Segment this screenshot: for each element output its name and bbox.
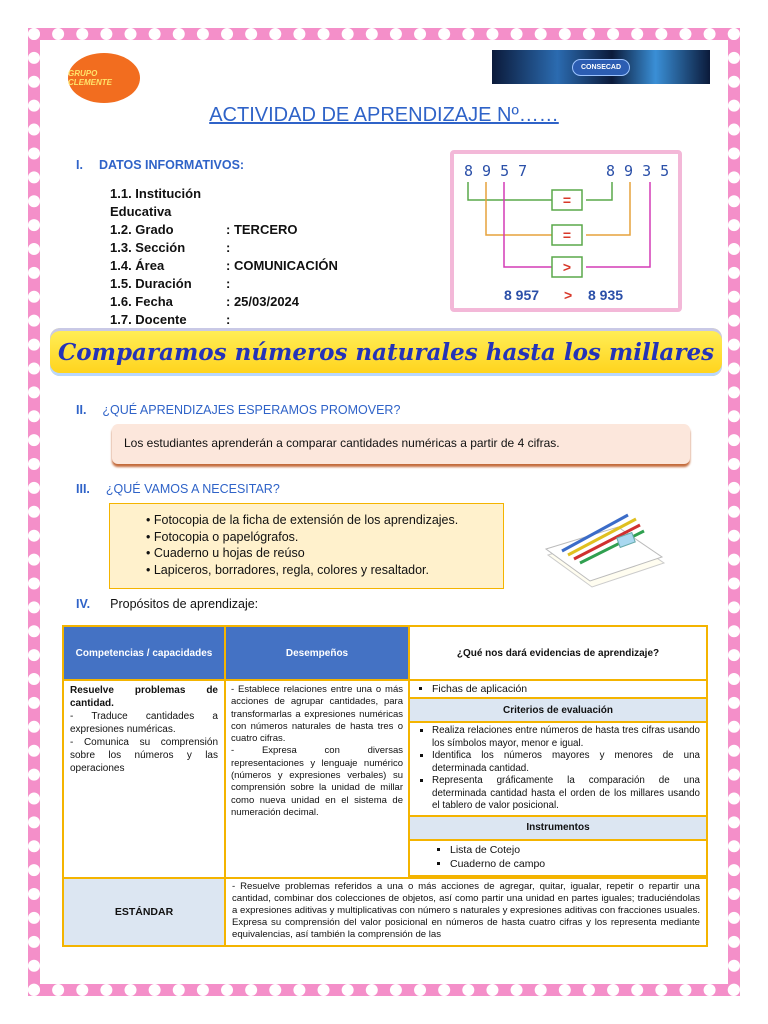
competencia-title: Resuelve problemas de cantidad. xyxy=(70,685,218,709)
lesson-title: Comparamos números naturales hasta los millares xyxy=(57,338,715,366)
capacidad-item: - Comunica su comprensión sobre los números y las operaciones xyxy=(70,737,219,774)
materials-list xyxy=(109,503,504,589)
section-1-title: DATOS INFORMATIVOS: xyxy=(98,158,245,172)
criterio-item: ▪ Representa gráficamente la comparación de una determinada cantidad hasta el orden de los millares usando el tablero de valor posicional. xyxy=(432,775,700,813)
header-evidencias: ¿Qué nos dará evidencias de aprendizaje? xyxy=(409,626,707,680)
capacidad-item: - Traduce cantidades a expresiones numéricas. xyxy=(70,711,218,735)
info-value: : COMUNICACIÓN xyxy=(226,258,338,273)
info-value: : xyxy=(226,276,231,291)
section-1-heading xyxy=(76,158,244,172)
desempeno-item: - Expresa con diversas representaciones y lenguaje numérico (números y expresiones verbales) su comprensión sobre la unidad de millar como nueva unidad en el sistema de numeración decimal. xyxy=(231,745,403,818)
grupo-clemente-logo xyxy=(68,53,140,103)
criterios-cell xyxy=(409,722,707,816)
lesson-title-banner xyxy=(50,328,722,376)
info-value: : TERCERO xyxy=(226,222,298,237)
materials-item: • Cuaderno u hojas de reúso xyxy=(146,545,503,562)
materials-item: • Lapiceros, borradores, regla, colores y resaltador. xyxy=(146,562,503,579)
info-key: 1.1. Institución Educativa xyxy=(110,186,202,219)
instrumentos-heading: Instrumentos xyxy=(409,816,707,840)
info-key: 1.5. Duración xyxy=(110,276,192,291)
evidencia-item: ▪ Fichas de aplicación xyxy=(432,683,700,695)
result-left: 8 957 xyxy=(504,287,540,303)
info-list xyxy=(110,185,338,329)
comparison-diagram xyxy=(450,150,682,312)
comparison-diagram-svg xyxy=(454,154,678,308)
instrumento-item: ▪ Lista de Cotejo xyxy=(450,843,700,857)
learning-goal-box xyxy=(112,424,690,464)
desempenos-cell xyxy=(225,680,409,878)
info-key: 1.7. Docente xyxy=(110,312,187,327)
section-3-title: ¿QUÉ VAMOS A NECESITAR? xyxy=(105,482,280,496)
section-2-heading xyxy=(76,403,400,417)
header-desempenos: Desempeños xyxy=(225,626,409,680)
estandar-label: ESTÁNDAR xyxy=(63,878,225,946)
instrumento-item: ▪ Cuaderno de campo xyxy=(450,857,700,871)
competencias-cell xyxy=(63,680,225,878)
criterios-heading: Criterios de evaluación xyxy=(409,698,707,722)
purposes-table xyxy=(62,625,708,947)
info-key: 1.6. Fecha xyxy=(110,294,173,309)
header-competencias: Competencias / capacidades xyxy=(63,626,225,680)
section-4-number: IV. xyxy=(76,597,91,611)
info-value: : 25/03/2024 xyxy=(226,294,300,309)
result-symbol: > xyxy=(564,287,573,303)
info-row xyxy=(110,275,338,293)
section-1-number: I. xyxy=(76,158,83,172)
criterio-item: ▪ Identifica los números mayores y menores de una determinada cantidad. xyxy=(432,750,700,775)
learning-goal-text: Los estudiantes aprenderán a comparar cantidades numéricas a partir de 4 cifras. xyxy=(124,436,560,450)
info-value: : xyxy=(226,312,231,327)
estandar-cell xyxy=(225,878,707,946)
section-4-heading xyxy=(76,597,258,611)
diagram-left-number: 8 9 5 7 xyxy=(464,162,528,180)
logo-right-text: CONSECAD xyxy=(572,59,630,76)
info-value: : xyxy=(226,240,231,255)
section-3-heading xyxy=(76,482,280,496)
section-4-title: Propósitos de aprendizaje: xyxy=(110,597,259,611)
evidencia-cell xyxy=(409,680,707,698)
materials-item: • Fotocopia de la ficha de extensión de los aprendizajes. xyxy=(146,512,503,529)
info-key: 1.2. Grado xyxy=(110,222,174,237)
section-2-title: ¿QUÉ APRENDIZAJES ESPERAMOS PROMOVER? xyxy=(102,403,401,417)
result-right: 8 935 xyxy=(588,287,624,303)
info-key: 1.4. Área xyxy=(110,258,165,273)
info-row xyxy=(110,257,338,275)
page-title: ACTIVIDAD DE APRENDIZAJE Nº…… xyxy=(209,104,559,126)
info-row xyxy=(110,293,338,311)
symbol-1: = xyxy=(562,192,572,208)
instrumentos-cell xyxy=(409,840,707,876)
diagram-right-number: 8 9 3 5 xyxy=(606,162,670,180)
logo-left-text: GRUPO CLEMENTE xyxy=(68,69,112,87)
info-row xyxy=(110,185,338,221)
info-row xyxy=(110,239,338,257)
symbol-3: > xyxy=(562,259,572,275)
materials-item: • Fotocopia o papelógrafos. xyxy=(146,529,503,546)
criterio-item: ▪ Realiza relaciones entre números de hasta tres cifras usando los símbolos mayor, menor e igual. xyxy=(432,725,700,750)
info-row xyxy=(110,221,338,239)
estandar-text: - Resuelve problemas referidos a una o más acciones de agregar, quitar, igualar, repetir o repartir una cantidad, combinar dos colecciones de objetos, así como partir una unidad en partes iguales; traduciéndolas a expresiones aditivas y multiplicativas con número s naturales y expresiones aditivas con fracciones usuales. Expresa su comprensión del valor posicional en números de hasta cuatro cifras y los representa mediante equivalencias, así también la comprensión de las xyxy=(232,880,700,941)
consecad-logo xyxy=(492,50,710,84)
symbol-2: = xyxy=(562,227,572,243)
info-key: 1.3. Sección xyxy=(110,240,186,255)
info-row xyxy=(110,311,338,329)
section-2-number: II. xyxy=(76,403,87,417)
section-3-number: III. xyxy=(76,482,90,496)
desempeno-item: - Establece relaciones entre una o más acciones de agrupar cantidades, para transformarlas a expresiones numéricas con números naturales de hasta tres o cuatro cifras. xyxy=(231,684,403,745)
school-supplies-illustration xyxy=(540,505,670,590)
